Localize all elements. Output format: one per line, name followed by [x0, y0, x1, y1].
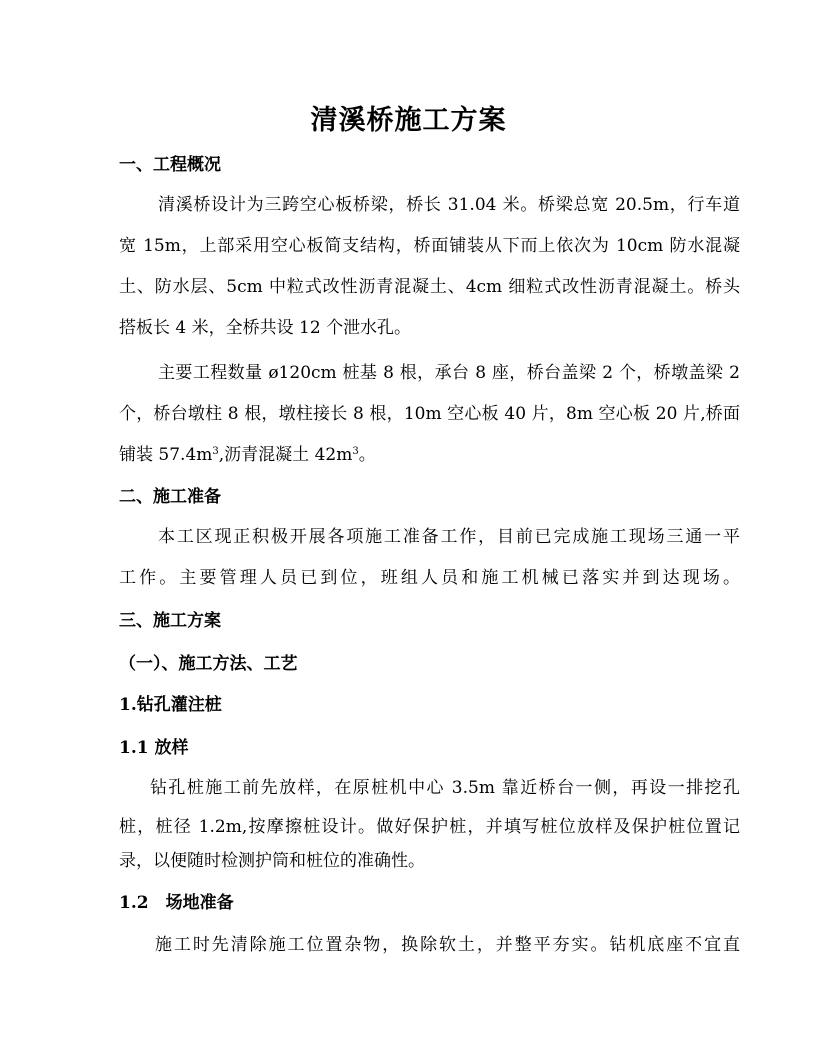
paragraph-line: 桩，桩径 1.2m,按摩擦桩设计。做好保护桩，并填写桩位放样及保护桩位置记: [119, 817, 740, 837]
page-title: 清溪桥施工方案: [310, 105, 507, 136]
section-heading-plan: 三、施工方案: [119, 611, 221, 631]
paragraph-line: 主要工程数量 ø120cm 桩基 8 根，承台 8 座，桥台盖梁 2 个，桥墩盖梁 2: [158, 363, 740, 383]
paragraph-line: 宽 15m，上部采用空心板简支结构，桥面铺装从下而上依次为 10cm 防水混凝: [119, 236, 740, 256]
superscript: 3: [212, 446, 219, 457]
subsection-heading: 1.2 场地准备: [119, 893, 234, 913]
paragraph-line: 土、防水层、5cm 中粒式改性沥青混凝土、4cm 细粒式改性沥青混凝土。桥头: [119, 277, 740, 297]
text-run: ,沥青混凝土 42m: [218, 445, 353, 465]
paragraph-line: 施工时先清除施工位置杂物，换除软土，并整平夯实。钻机底座不宜直: [155, 935, 740, 955]
superscript: 3: [352, 446, 359, 457]
paragraph-line: [119, 440, 740, 465]
paragraph-line: 本工区现正积极开展各项施工准备工作，目前已完成施工现场三通一平: [158, 527, 740, 547]
paragraph-line: 清溪桥设计为三跨空心板桥梁，桥长 31.04 米。桥梁总宽 20.5m，行车道: [158, 195, 740, 215]
paragraph-line: 工作。主要管理人员已到位，班组人员和施工机械已落实并到达现场。: [119, 568, 740, 588]
section-heading-preparation: 二、施工准备: [119, 487, 221, 507]
subsection-heading: 1.1 放样: [119, 738, 189, 758]
paragraph-line: 钻孔桩施工前先放样，在原桩机中心 3.5m 靠近桥台一侧，再设一排挖孔: [150, 778, 740, 798]
paragraph-line: 录，以便随时检测护筒和桩位的准确性。: [119, 851, 425, 871]
text-run: 铺装 57.4m: [119, 445, 213, 465]
paragraph-line: 个，桥台墩柱 8 根，墩柱接长 8 根，10m 空心板 40 片，8m 空心板 20 片,桥面: [119, 404, 740, 424]
text-run: 。: [358, 445, 376, 465]
subsection-heading: 1.钻孔灌注桩: [119, 695, 222, 715]
paragraph-line: 搭板长 4 米，全桥共设 12 个泄水孔。: [119, 318, 412, 338]
section-heading-overview: 一、工程概况: [119, 155, 221, 175]
subsection-heading: （一）、施工方法、工艺: [119, 654, 298, 674]
